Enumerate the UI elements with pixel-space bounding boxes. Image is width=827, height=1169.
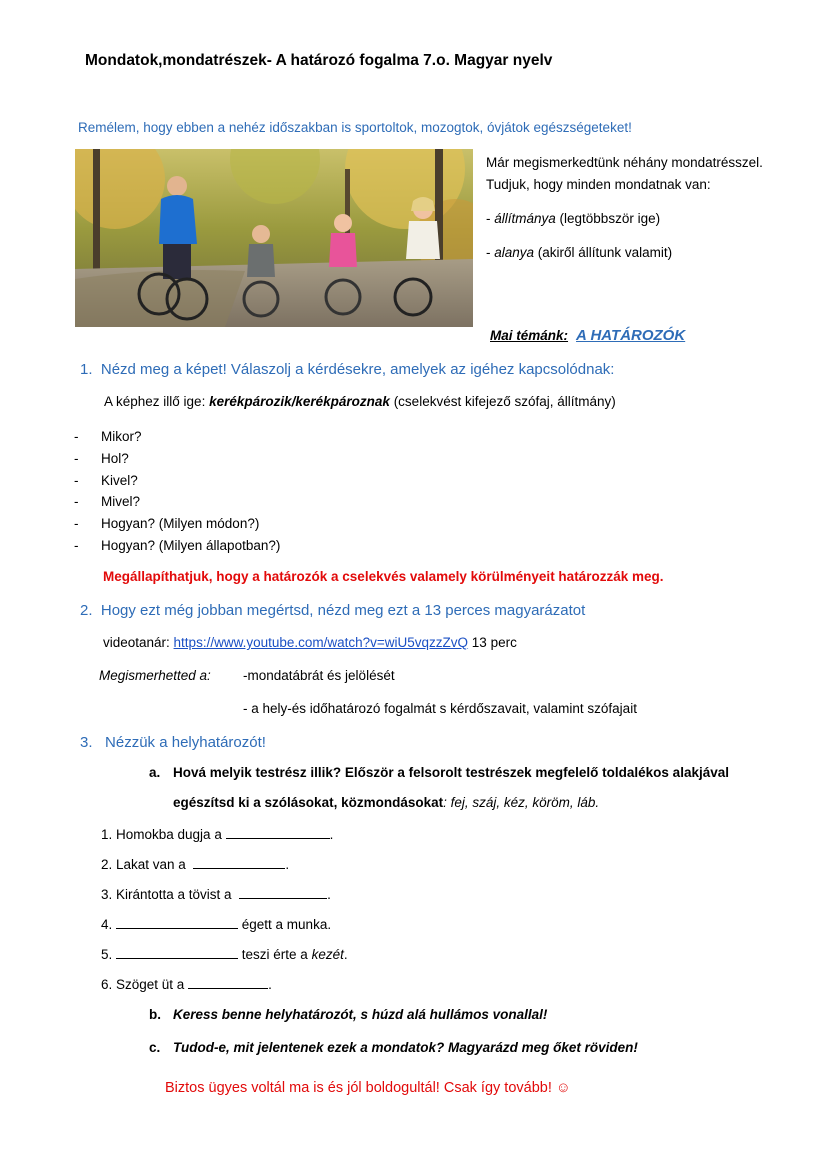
exercise-text: 4. bbox=[101, 917, 117, 932]
sidebar-paragraph: Már megismerkedtünk néhány mondatrésszel. Tudjuk, hogy minden mondatnak van: bbox=[486, 155, 763, 192]
task-a-line1: Hová melyik testrész illik? Először a felsorolt testrészek megfelelő toldalékos alakjával bbox=[173, 765, 729, 780]
video-link[interactable]: https://www.youtube.com/watch?v=wiU5vqzzZvQ bbox=[173, 635, 469, 650]
exercise-text: 6. Szöget üt a bbox=[101, 977, 189, 992]
subject-note: (akiről állítunk valamit) bbox=[534, 245, 673, 260]
verb-line bbox=[104, 394, 616, 409]
question-item: Hol? bbox=[101, 451, 129, 466]
section1-heading-text: Nézd meg a képet! Válaszolj a kérdésekre, amelyek az igéhez kapcsolódnak: bbox=[100, 361, 615, 378]
exercise-italic-word: kezét bbox=[311, 947, 344, 962]
exercise-1 bbox=[101, 826, 333, 842]
answer-blank[interactable] bbox=[116, 946, 238, 959]
question-dash: - bbox=[74, 473, 79, 488]
section3-heading bbox=[80, 734, 266, 751]
question-item: Hogyan? (Milyen módon?) bbox=[101, 516, 260, 531]
exercise-text: 5. bbox=[101, 947, 117, 962]
conclusion-text: Megállapíthatjuk, hogy a határozók a cselekvés valamely körülményeit határozzák meg. bbox=[103, 569, 664, 584]
sidebar-item-predicate: - állítmánya (legtöbbször ige) bbox=[486, 211, 661, 226]
section1-number: 1. bbox=[80, 361, 93, 378]
learn-label: Megismerhetted a: bbox=[99, 668, 211, 683]
exercise-text: . bbox=[268, 977, 272, 992]
answer-blank[interactable] bbox=[193, 856, 285, 869]
page-title: Mondatok,mondatrészek- A határozó fogalma 7.o. Magyar nyelv bbox=[85, 52, 553, 69]
question-item: Mivel? bbox=[101, 494, 141, 509]
family-cycling-photo bbox=[75, 149, 473, 327]
sidebar-item-subject: - alanya (akiről állítunk valamit) bbox=[486, 245, 673, 260]
question-dash: - bbox=[74, 516, 79, 531]
exercise-5 bbox=[101, 946, 348, 962]
task-a-line2-text: egészítsd ki a szólásokat, közmondásokat bbox=[173, 795, 444, 810]
verb-suffix: (cselekvést kifejező szófaj, állítmány) bbox=[389, 394, 616, 409]
verb-word: kerékpározik/kerékpároznak bbox=[209, 394, 390, 409]
exercise-text: . bbox=[285, 857, 290, 872]
intro-text: Remélem, hogy ebben a nehéz időszakban is sportoltok, mozogtok, óvjátok egészségeteket! bbox=[78, 120, 632, 135]
section2-number: 2. bbox=[80, 602, 93, 619]
video-line bbox=[103, 635, 517, 650]
section2-heading-text: Hogy ezt még jobban megértsd, nézd meg ezt a 13 perces magyarázatot bbox=[100, 602, 586, 619]
task-a-line2 bbox=[173, 795, 599, 810]
task-b-text: Keress benne helyhatározót, s húzd alá hullámos vonallal! bbox=[173, 1007, 548, 1022]
exercise-text: . bbox=[329, 827, 334, 842]
section3-number: 3. bbox=[80, 734, 93, 751]
answer-blank[interactable] bbox=[239, 886, 327, 899]
video-suffix: 13 perc bbox=[468, 635, 517, 650]
exercise-text: . bbox=[343, 947, 348, 962]
answer-blank[interactable] bbox=[226, 826, 330, 839]
topic-title: A HATÁROZÓK bbox=[576, 327, 686, 344]
predicate-note: (legtöbbször ige) bbox=[555, 211, 661, 226]
question-item: Mikor? bbox=[101, 429, 142, 444]
topic-label: Mai témánk: bbox=[490, 328, 569, 343]
task-b-label: b. bbox=[149, 1007, 161, 1022]
exercise-text: 3. Kirántotta a tövist a bbox=[101, 887, 236, 902]
exercise-3 bbox=[101, 886, 331, 902]
exercise-text: 2. Lakat van a bbox=[101, 857, 190, 872]
closing-message: Biztos ügyes voltál ma is és jól boldogultál! Csak így tovább! ☺ bbox=[165, 1080, 571, 1096]
question-dash: - bbox=[74, 494, 79, 509]
learn-item: - a hely-és időhatározó fogalmát s kérdőszavait, valamint szófajait bbox=[243, 701, 637, 716]
section2-heading bbox=[80, 602, 585, 619]
task-a-label: a. bbox=[149, 765, 161, 780]
question-item: Hogyan? (Milyen állapotban?) bbox=[101, 538, 281, 553]
exercise-text: 1. Homokba dugja a bbox=[101, 827, 226, 842]
exercise-text: égett a munka. bbox=[238, 917, 332, 932]
question-item: Kivel? bbox=[101, 473, 138, 488]
answer-blank[interactable] bbox=[188, 976, 268, 989]
section3-heading-text: Nézzük a helyhatározót! bbox=[105, 734, 266, 751]
topic-line bbox=[490, 327, 685, 344]
exercise-2 bbox=[101, 856, 289, 872]
question-dash: - bbox=[74, 451, 79, 466]
task-c-text: Tudod-e, mit jelentenek ezek a mondatok? Magyarázd meg őket röviden! bbox=[173, 1040, 638, 1055]
learn-item: -mondatábrát és jelölését bbox=[243, 668, 395, 683]
task-c-label: c. bbox=[149, 1040, 161, 1055]
exercise-text: . bbox=[327, 887, 331, 902]
task-a-words: : fej, száj, kéz, köröm, láb. bbox=[443, 795, 600, 810]
intro-sidebar bbox=[486, 152, 786, 264]
exercise-4 bbox=[101, 916, 331, 932]
verb-prefix: A képhez illő ige: bbox=[104, 394, 210, 409]
question-dash: - bbox=[74, 429, 79, 444]
video-prefix: videotanár: bbox=[103, 635, 174, 650]
exercise-6 bbox=[101, 976, 272, 992]
predicate-term: állítmánya bbox=[494, 211, 556, 226]
section1-heading bbox=[80, 361, 614, 378]
answer-blank[interactable] bbox=[116, 916, 238, 929]
exercise-text: teszi érte a bbox=[238, 947, 312, 962]
question-dash: - bbox=[74, 538, 79, 553]
subject-term: alanya bbox=[494, 245, 535, 260]
